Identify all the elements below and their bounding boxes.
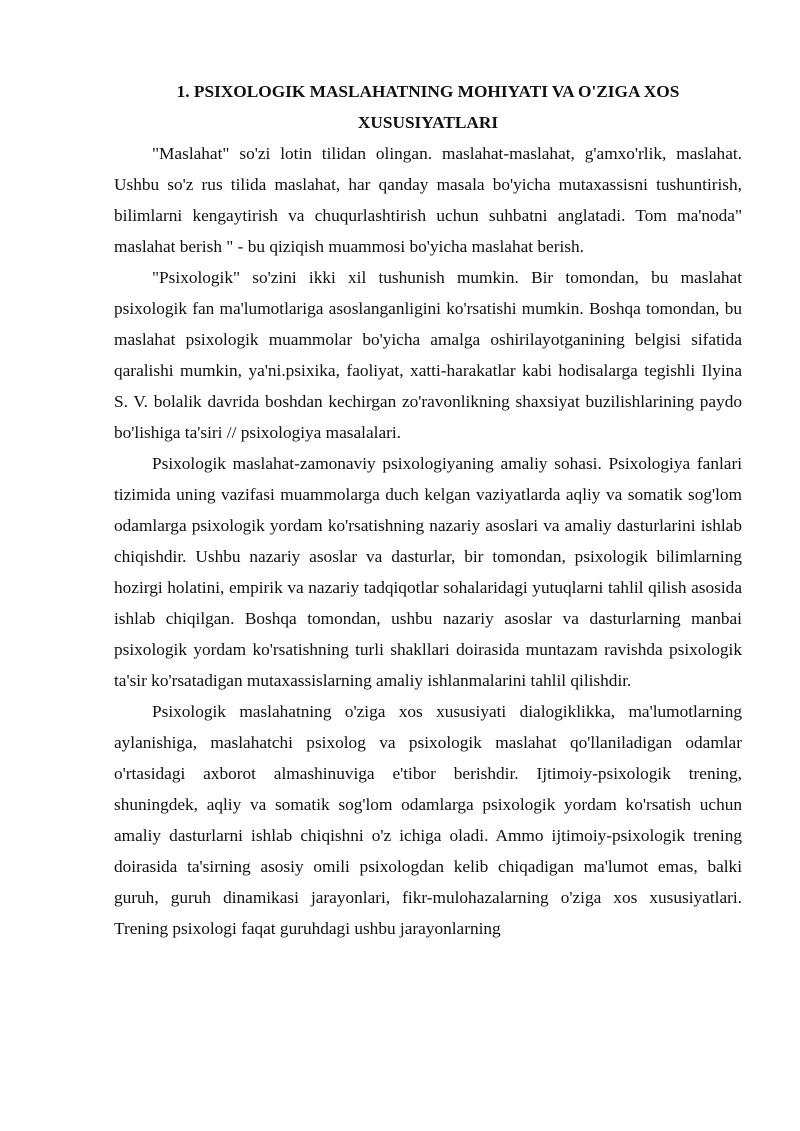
paragraph-applied-field: Psixologik maslahat-zamonaviy psixologiyaning amaliy sohasi. Psixologiya fanlari tizimida uning vazifasi muammolarga duch kelgan vaziyatlarda aqliy va somatik sog'lom odamlarga psixologik yordam ko'rsatishning nazariy asoslari va amaliy dasturlarini ishlab chiqishdir. Ushbu nazariy asoslar va dasturlar, bir tomondan, psixologik bilimlarning hozirgi holatini, empirik va nazariy tadqiqotlar sohalaridagi yutuqlarni tahlil qilish asosida ishlab chiqilgan. Boshqa tomondan, ushbu nazariy asoslar va dasturlarning manbai psixologik yordam ko'rsatishning turli shakllari doirasida muntazam ravishda psixologik ta'sir ko'rsatadigan mutaxassislarning amaliy ishlanmalarini tahlil qilishdir.	[114, 454, 742, 690]
document-page	[114, 76, 742, 944]
section-title: 1. PSIXOLOGIK MASLAHATNING MOHIYATI VA O'ZIGA XOS XUSUSIYATLARI	[176, 82, 680, 132]
paragraph-maslahat-definition: "Maslahat" so'zi lotin tilidan olingan. maslahat-maslahat, g'amxo'rlik, maslahat. Ushbu so'z rus tilida maslahat, har qanday masala bo'yicha mutaxassisni tushuntirish, bilimlarni kengaytirish va chuqurlashtirish uchun suhbatni anglatadi. Tom ma'noda" maslahat berish " - bu qiziqish muammosi bo'yicha maslahat berish.	[114, 144, 742, 256]
paragraph-specific-features: Psixologik maslahatning o'ziga xos xususiyati dialogiklikka, ma'lumotlarning aylanishiga, maslahatchi psixolog va psixologik maslahat qo'llaniladigan odamlar o'rtasidagi axborot almashinuviga e'tibor berishdir. Ijtimoiy-psixologik trening, shuningdek, aqliy va somatik sog'lom odamlarga psixologik yordam ko'rsatish uchun amaliy dasturlarni ishlab chiqishni o'z ichiga oladi. Ammo ijtimoiy-psixologik trening doirasida ta'sirning asosiy omili psixologdan kelib chiqadigan ma'lumot emas, balki guruh, guruh dinamikasi jarayonlari, fikr-mulohazalarning o'ziga xos xususiyatlari. Trening psixologi faqat guruhdagi ushbu jarayonlarning	[114, 702, 742, 938]
paragraph-psixologik-meaning: "Psixologik" so'zini ikki xil tushunish mumkin. Bir tomondan, bu maslahat psixologik fan ma'lumotlariga asoslanganligini ko'rsatishi mumkin. Boshqa tomondan, bu maslahat psixologik muammolar bo'yicha amalga oshirilayotganining belgisi sifatida qaralishi mumkin, ya'ni.psixika, faoliyat, xatti-harakatlar kabi hodisalarga tegishli Ilyina S. V. bolalik davrida boshdan kechirgan zo'ravonlikning shaxsiyat buzilishlarining paydo bo'lishiga ta'siri // psixologiya masalalari.	[114, 268, 742, 442]
